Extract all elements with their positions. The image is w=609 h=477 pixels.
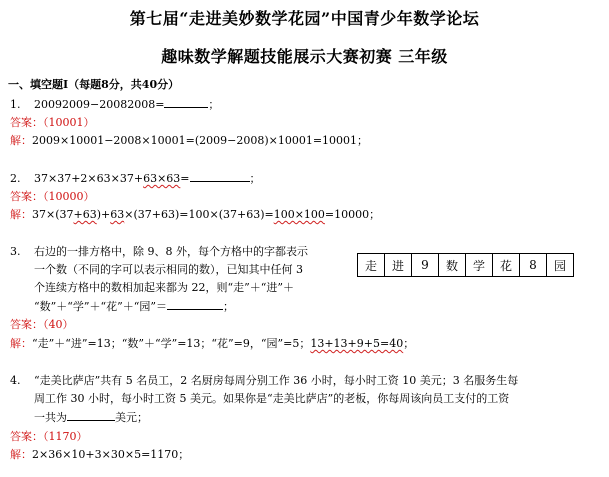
question-3-line4 [34, 298, 234, 314]
page-subtitle: 趣味数学解题技能展示大赛初赛 三年级 [161, 47, 448, 66]
question-text: 一共为 [34, 411, 67, 424]
grid-cell: 8 [520, 254, 547, 277]
solution-text: =10000； [324, 208, 381, 221]
solution-label: 解： [10, 134, 32, 147]
answer-blank [164, 96, 208, 108]
grid-cell: 走 [358, 254, 385, 277]
punctuation: ； [249, 172, 261, 185]
question-1 [10, 96, 219, 112]
solution-text: ×(37+63)=100×(37+63)= [124, 208, 274, 221]
grid-cell: 9 [412, 254, 439, 277]
punctuation: ； [208, 98, 220, 111]
answer-blank [190, 170, 250, 182]
answer-label: 答案： [10, 190, 43, 203]
question-text: 个连续方格中的数相加起来都为 22，则“走”＋“进”＋ [34, 281, 294, 294]
question-text: 右边的一排方格中，除 9、8 外，每个方格中的字都表示 [34, 245, 308, 258]
solution-text-marked: 100×100 [273, 208, 325, 221]
solution-label: 解： [10, 337, 32, 350]
answer-value: （1170） [43, 430, 88, 443]
question-4-line1 [10, 373, 518, 388]
answer-label: 答案： [10, 430, 43, 443]
question-text: 一个数（不同的字可以表示相同的数），已知其中任何 3 [34, 263, 303, 276]
question-text: “数”＋“学”＋“花”＋“园”＝ [34, 300, 167, 313]
question-text: 美元； [115, 411, 148, 424]
grid-cell: 学 [466, 254, 493, 277]
solution-text-marked: 13+13+9+5=40 [310, 337, 404, 350]
answer-label: 答案： [10, 318, 43, 331]
solution-3 [10, 336, 414, 351]
solution-2 [10, 207, 380, 222]
question-number: 3. [10, 245, 21, 258]
answer-2 [10, 189, 95, 204]
answer-value: （40） [43, 318, 74, 331]
question-2 [10, 170, 261, 186]
answer-blank [167, 298, 223, 310]
answer-value: （10000） [43, 190, 95, 203]
page-title: 第七届“走进美妙数学花园”中国青少年数学论坛 [129, 9, 480, 28]
grid-cell: 数 [439, 254, 466, 277]
character-grid [357, 253, 574, 277]
solution-label: 解： [10, 448, 32, 461]
answer-value: （10001） [43, 116, 95, 129]
solution-4 [10, 447, 189, 462]
question-text: 20092009−20082008= [34, 98, 165, 111]
question-text: 周工作 30 小时，每小时工资 5 美元。如果你是“走美比萨店”的老板，你每周该向员工支付的工资 [34, 392, 510, 405]
question-number: 1. [10, 98, 21, 111]
punctuation: ； [403, 337, 415, 350]
solution-text: )+ [96, 208, 111, 221]
grid-cell: 花 [493, 254, 520, 277]
solution-text-marked: 63 [110, 208, 125, 221]
question-text: “走美比萨店”共有 5 名员工，2 名厨房每周分别工作 36 小时，每小时工资 10 美元；3 名服务生每 [34, 374, 519, 387]
question-3-line2 [34, 262, 303, 277]
grid-row [358, 254, 574, 277]
question-4-line3 [34, 409, 148, 425]
answer-1 [10, 115, 95, 130]
solution-text-marked: +63 [73, 208, 97, 221]
question-4-line2 [34, 391, 509, 406]
solution-text: 37×(37 [32, 208, 74, 221]
answer-3 [10, 317, 74, 332]
grid-cell: 园 [547, 254, 574, 277]
answer-label: 答案： [10, 116, 43, 129]
punctuation: ； [223, 300, 234, 313]
solution-label: 解： [10, 208, 32, 221]
answer-blank [67, 409, 115, 421]
solution-1 [10, 133, 368, 148]
question-text-marked: 63×63 [143, 172, 181, 185]
section-heading: 一、填空题Ⅰ（每题8分，共40分） [8, 78, 180, 91]
solution-text: “走”＋“进”=13；“数”＋“学”=13；“花”=9，“园”=5； [32, 337, 311, 350]
question-number: 2. [10, 172, 21, 185]
solution-text: 2×36×10+3×30×5=1170； [32, 448, 190, 461]
question-text: = [180, 172, 190, 185]
question-text: 37×37+2×63×37+ [34, 172, 144, 185]
answer-4 [10, 429, 88, 444]
solution-text: 2009×10001−2008×10001=(2009−2008)×10001=10001； [32, 134, 369, 147]
grid-cell: 进 [385, 254, 412, 277]
question-number: 4. [10, 374, 21, 387]
question-3-line1 [10, 244, 308, 259]
question-3-line3 [34, 280, 294, 295]
